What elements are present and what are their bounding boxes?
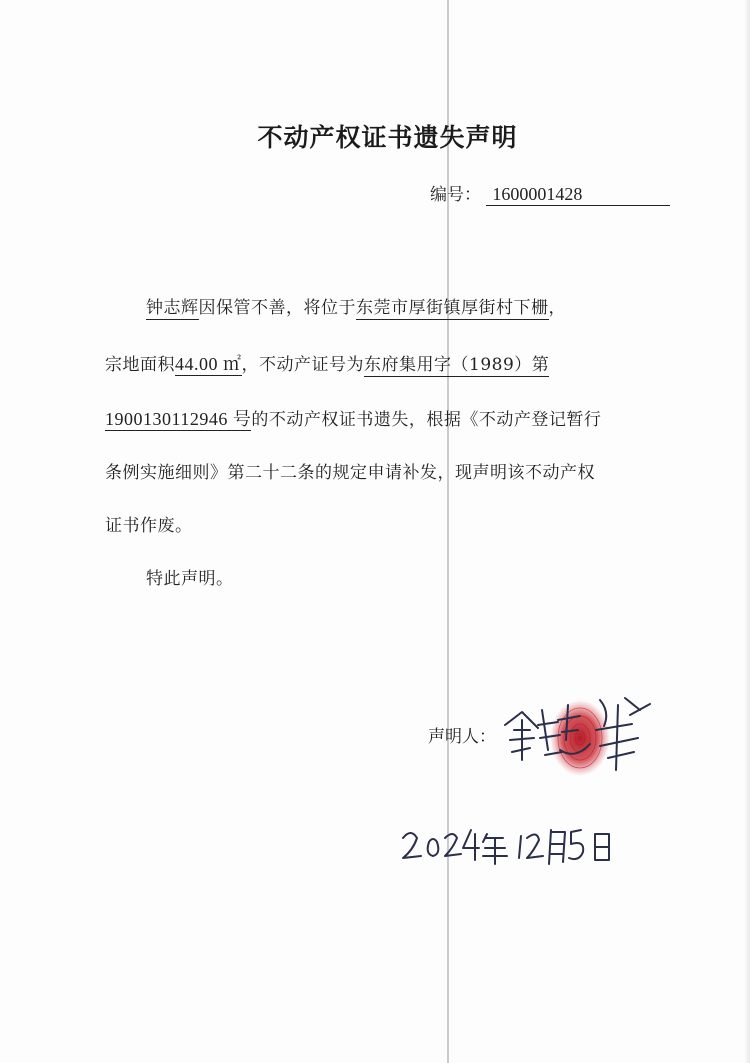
body-line-1-text: 因保管不善，将位于 — [198, 298, 356, 318]
body-line-5: 证书作废。 — [105, 516, 193, 536]
body-line-2 — [105, 350, 549, 376]
page-edge-shadow — [744, 0, 750, 1063]
document-number-label: 编号： — [430, 185, 481, 205]
signature-with-fingerprint — [500, 680, 660, 790]
area-label: 宗地面积 — [105, 355, 175, 375]
cert-prefix: 东府集用字（1989）第 — [364, 355, 550, 375]
body-line-1-end: ， — [548, 298, 566, 318]
document-number — [430, 180, 670, 206]
fingerprint-seal — [550, 700, 610, 776]
body-line-1 — [146, 293, 566, 318]
declarant-label: 声明人： — [428, 727, 496, 747]
body-line-3 — [105, 405, 601, 431]
closing-statement: 特此声明。 — [146, 569, 234, 589]
handwritten-date — [395, 808, 625, 878]
body-line-3-text: 的不动产权证书遗失，根据《不动产登记暂行 — [251, 410, 602, 430]
document-title: 不动产权证书遗失声明 — [257, 123, 518, 152]
document-number-value: 1600001428 — [486, 184, 670, 206]
land-area-value: 44.00 ㎡ — [175, 354, 242, 374]
property-location: 东莞市厚街镇厚街村下栅 — [356, 298, 549, 318]
body-line-4: 条例实施细则》第二十二条的规定申请补发，现声明该不动产权 — [105, 463, 595, 483]
cert-label: ，不动产证号为 — [241, 355, 364, 375]
scan-fold-line — [447, 0, 449, 1063]
owner-name: 钟志辉 — [146, 298, 199, 318]
cert-number: 1900130112946 号 — [105, 409, 252, 429]
